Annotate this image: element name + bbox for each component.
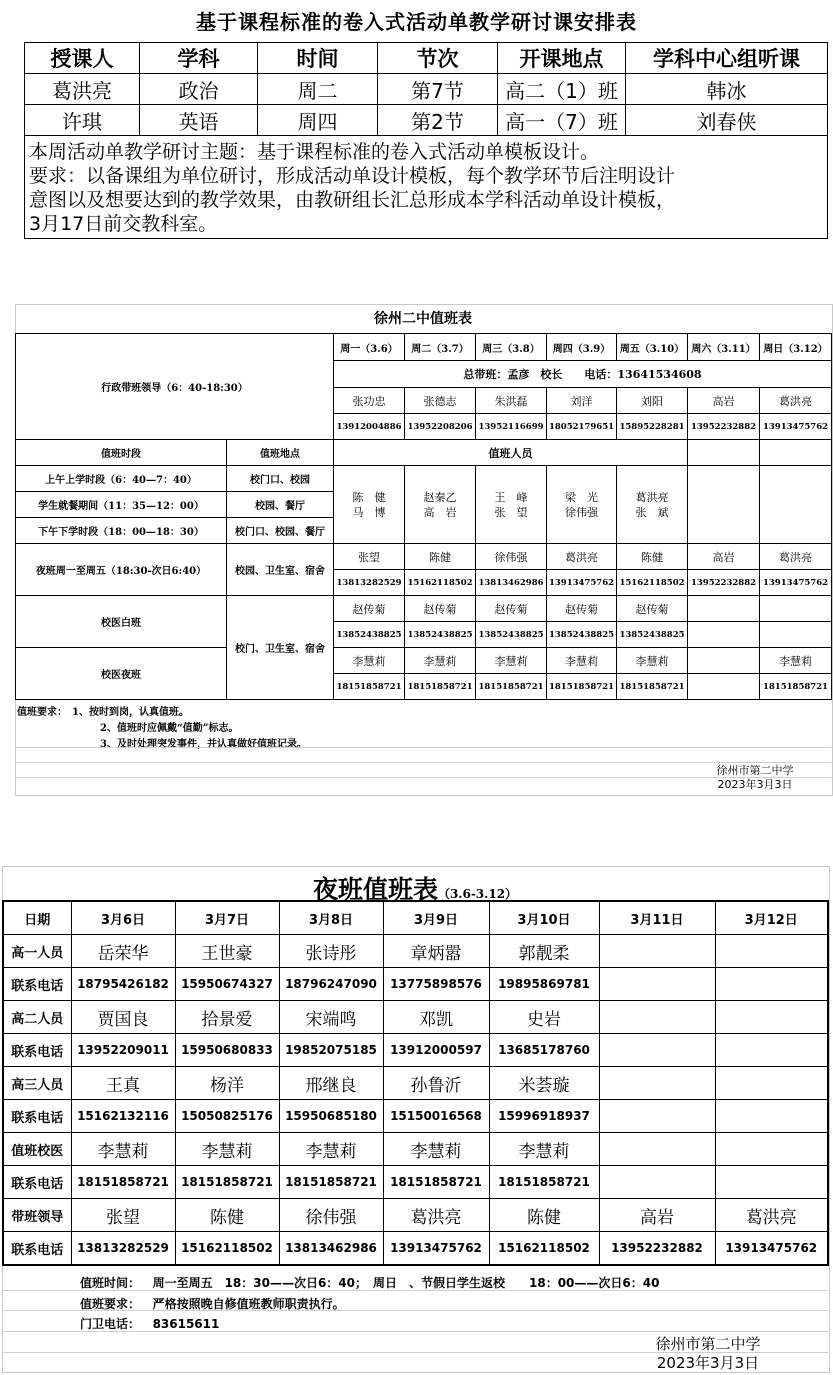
staff-name: 章炳嚣 xyxy=(383,935,489,968)
phone-number xyxy=(599,968,715,1001)
staff-name xyxy=(715,1001,828,1034)
header-cell: 节次 xyxy=(378,43,498,74)
day-staff: 陈 健 马 博 xyxy=(334,466,405,544)
staff-name: 孙鲁沂 xyxy=(383,1067,489,1100)
phone-row xyxy=(3,1034,828,1067)
doctor-day-phone xyxy=(760,622,832,648)
phone-number: 13952232882 xyxy=(599,1232,715,1266)
grid-line xyxy=(15,747,831,748)
doctor-day-staff: 赵传菊 xyxy=(547,596,617,622)
day-header: 周日（3.12） xyxy=(760,334,832,361)
phone-number xyxy=(599,1034,715,1067)
empty-cell xyxy=(760,440,832,466)
table-cell: 政治 xyxy=(140,74,258,105)
table-cell: 周四 xyxy=(258,105,378,136)
row-label: 联系电话 xyxy=(3,1232,71,1266)
phone-number: 19852075185 xyxy=(279,1034,383,1067)
header-cell: 授课人 xyxy=(25,43,140,74)
empty-cell xyxy=(688,466,760,544)
leader-phone: 13952208206 xyxy=(405,414,476,440)
day-header: 周六（3.11） xyxy=(688,334,760,361)
gate-phone-row xyxy=(80,1315,219,1332)
row-label: 联系电话 xyxy=(3,1034,71,1067)
phone-number: 15950674327 xyxy=(175,968,279,1001)
staff-name: 岳荣华 xyxy=(71,935,175,968)
date-header: 3月7日 xyxy=(175,901,279,935)
doctor-night-phone: 18151858721 xyxy=(476,674,547,700)
doctor-night-staff: 李慧莉 xyxy=(547,648,617,674)
phone-number xyxy=(599,1166,715,1199)
night-phone: 15162118502 xyxy=(617,570,688,596)
leader-name: 刘阳 xyxy=(617,388,688,414)
night-row xyxy=(16,544,832,570)
phone-number: 15996918937 xyxy=(489,1100,599,1133)
header-cell: 开课地点 xyxy=(498,43,626,74)
doctor-day-phone: 13852438825 xyxy=(334,622,405,648)
doctor-day-phone xyxy=(688,622,760,648)
night-phone: 13952232882 xyxy=(688,570,760,596)
staff-header: 值班人员 xyxy=(334,440,688,466)
staff-name: 拾景爱 xyxy=(175,1001,279,1034)
notes-cell xyxy=(25,136,828,239)
staff-name xyxy=(599,1067,715,1100)
staff-name: 米荟璇 xyxy=(489,1067,599,1100)
staff-row xyxy=(3,1199,828,1232)
grid-line xyxy=(2,1310,828,1311)
staff-name: 张诗彤 xyxy=(279,935,383,968)
doctor-day-label: 校医白班 xyxy=(16,596,227,648)
staff-name: 李慧莉 xyxy=(489,1133,599,1166)
staff-name xyxy=(715,1133,828,1166)
period-label: 学生就餐期间（11：35—12：00） xyxy=(16,492,227,518)
header-cell: 学科中心组听课 xyxy=(626,43,828,74)
phone-number: 15162132116 xyxy=(71,1100,175,1133)
date-header: 3月9日 xyxy=(383,901,489,935)
grid-line xyxy=(2,1290,828,1291)
table-cell: 第2节 xyxy=(378,105,498,136)
phone-row xyxy=(3,1100,828,1133)
staff-name: 王世豪 xyxy=(175,935,279,968)
night-duty-title-text: 夜班值班表 xyxy=(312,875,438,904)
night-signature-block xyxy=(618,1335,798,1373)
night-phone: 13813282529 xyxy=(334,570,405,596)
doctor-night-staff: 李慧莉 xyxy=(760,648,832,674)
night-phone: 13913475762 xyxy=(760,570,832,596)
leader-phone: 13952116699 xyxy=(476,414,547,440)
day-staff: 葛洪亮 张 斌 xyxy=(617,466,688,544)
phone-number: 13912000597 xyxy=(383,1034,489,1067)
staff-name xyxy=(599,1133,715,1166)
date-header: 3月6日 xyxy=(71,901,175,935)
day-header: 周一（3.6） xyxy=(334,334,405,361)
phone-number xyxy=(715,1166,828,1199)
day-header: 周四（3.9） xyxy=(547,334,617,361)
date-label: 日期 xyxy=(3,901,71,935)
doctor-day-phone: 13852438825 xyxy=(476,622,547,648)
staff-name: 李慧莉 xyxy=(279,1133,383,1166)
doctor-day-row xyxy=(16,596,832,622)
doctor-night-phone: 18151858721 xyxy=(547,674,617,700)
phone-number: 18151858721 xyxy=(383,1166,489,1199)
staff-name: 李慧莉 xyxy=(71,1133,175,1166)
leader-name: 朱洪磊 xyxy=(476,388,547,414)
header-cell: 学科 xyxy=(140,43,258,74)
staff-name xyxy=(599,1001,715,1034)
leader-phone: 13913475762 xyxy=(760,414,832,440)
night-staff: 徐伟强 xyxy=(476,544,547,570)
period-row xyxy=(16,466,832,492)
period-label: 下午下学时段（18：00—18：30） xyxy=(16,518,227,544)
doctor-day-staff: 赵传菊 xyxy=(476,596,547,622)
period-label: 上午上学时段（6：40—7：40） xyxy=(16,466,227,492)
staff-name xyxy=(715,1067,828,1100)
doctor-night-label: 校医夜班 xyxy=(16,648,227,700)
staff-name: 高岩 xyxy=(599,1199,715,1232)
staff-name: 邓凯 xyxy=(383,1001,489,1034)
phone-number: 18151858721 xyxy=(279,1166,383,1199)
table-cell: 许琪 xyxy=(25,105,140,136)
duty-header-row xyxy=(16,440,832,466)
table-cell: 第7节 xyxy=(378,74,498,105)
empty-cell xyxy=(688,440,760,466)
staff-name: 郭靓柔 xyxy=(489,935,599,968)
row-label: 联系电话 xyxy=(3,1100,71,1133)
date-header: 3月11日 xyxy=(599,901,715,935)
grid-line xyxy=(2,1331,828,1332)
school-name: 徐州市第二中学 xyxy=(716,764,794,777)
date-header: 3月10日 xyxy=(489,901,599,935)
night-phone: 13913475762 xyxy=(547,570,617,596)
night-duty-table xyxy=(2,900,829,1266)
phone-row xyxy=(3,1232,828,1266)
staff-name: 徐伟强 xyxy=(279,1199,383,1232)
doctor-night-staff: 李慧莉 xyxy=(476,648,547,674)
lesson-schedule-table xyxy=(24,42,828,239)
leader-name: 刘洋 xyxy=(547,388,617,414)
duty-time-text: 周一至周五 18：30——次日6：40； 周日 、节假日学生返校 18：00——次日6：40 xyxy=(152,1276,660,1290)
doctor-day-staff: 赵传菊 xyxy=(617,596,688,622)
table-cell: 韩冰 xyxy=(626,74,828,105)
phone-number: 13913475762 xyxy=(383,1232,489,1266)
staff-name: 杨洋 xyxy=(175,1067,279,1100)
duty-requirement-text: 严格按照晚自修值班教师职责执行。 xyxy=(152,1297,345,1311)
table-cell: 葛洪亮 xyxy=(25,74,140,105)
day-staff: 王 峰 张 望 xyxy=(476,466,547,544)
leader-name: 高岩 xyxy=(688,388,760,414)
table-cell: 英语 xyxy=(140,105,258,136)
phone-number xyxy=(715,968,828,1001)
doctor-place: 校门、卫生室、宿舍 xyxy=(227,596,334,700)
leader-phone: 13952232882 xyxy=(688,414,760,440)
place-label: 校园、餐厅 xyxy=(227,492,334,518)
chief-leader: 总带班：孟彦 校长 电话：13641534608 xyxy=(334,361,832,388)
doctor-night-phone xyxy=(688,674,760,700)
leader-name: 张德志 xyxy=(405,388,476,414)
staff-name: 宋端鸣 xyxy=(279,1001,383,1034)
leader-name: 张功忠 xyxy=(334,388,405,414)
doctor-night-phone: 18151858721 xyxy=(405,674,476,700)
phone-number: 13813462986 xyxy=(279,1232,383,1266)
empty-cell xyxy=(760,466,832,544)
doctor-day-staff: 赵传菊 xyxy=(334,596,405,622)
doctor-night-staff: 李慧莉 xyxy=(334,648,405,674)
staff-name: 葛洪亮 xyxy=(715,1199,828,1232)
night-place: 校园、卫生室、宿舍 xyxy=(227,544,334,596)
requirement-line: 要求：以备课组为单位研讨，形成活动单设计模板，每个教学环节后注明设计 xyxy=(29,165,676,187)
duty-table xyxy=(15,333,832,700)
grid-line xyxy=(15,762,831,763)
day-header: 周三（3.8） xyxy=(476,334,547,361)
dates-row xyxy=(3,901,828,935)
night-label: 夜班周一至周五（18:30-次日6:40） xyxy=(16,544,227,596)
phone-number: 13775898576 xyxy=(383,968,489,1001)
row-label: 高三人员 xyxy=(3,1067,71,1100)
day-staff: 梁 光 徐伟强 xyxy=(547,466,617,544)
doctor-day-staff xyxy=(760,596,832,622)
place-label: 校门口、校园、餐厅 xyxy=(227,518,334,544)
phone-number: 18151858721 xyxy=(71,1166,175,1199)
phone-number: 15162118502 xyxy=(175,1232,279,1266)
duty-requirement-label: 值班要求： xyxy=(80,1297,141,1311)
doctor-day-staff xyxy=(688,596,760,622)
doctor-night-phone: 18151858721 xyxy=(617,674,688,700)
phone-number: 15050825176 xyxy=(175,1100,279,1133)
phone-number: 13913475762 xyxy=(715,1232,828,1266)
phone-number: 18151858721 xyxy=(489,1166,599,1199)
row-label: 高二人员 xyxy=(3,1001,71,1034)
date-header: 3月12日 xyxy=(715,901,828,935)
staff-name: 张望 xyxy=(71,1199,175,1232)
doctor-night-staff: 李慧莉 xyxy=(617,648,688,674)
phone-row xyxy=(3,968,828,1001)
requirement-line: 意图以及想要达到的教学效果，由教研组长汇总形成本学科活动单设计模板， xyxy=(29,189,676,211)
day-header: 周五（3.10） xyxy=(617,334,688,361)
night-staff: 陈健 xyxy=(405,544,476,570)
phone-number xyxy=(715,1100,828,1133)
phone-number: 15162118502 xyxy=(489,1232,599,1266)
phone-row xyxy=(3,1166,828,1199)
phone-number: 18151858721 xyxy=(175,1166,279,1199)
staff-name: 陈健 xyxy=(489,1199,599,1232)
row-label: 高一人员 xyxy=(3,935,71,968)
phone-number: 13685178760 xyxy=(489,1034,599,1067)
table-row xyxy=(25,105,828,136)
night-staff: 陈健 xyxy=(617,544,688,570)
period-header: 值班时段 xyxy=(16,440,227,466)
night-phone: 13813462986 xyxy=(476,570,547,596)
staff-name: 邢继良 xyxy=(279,1067,383,1100)
phone-number: 15950680833 xyxy=(175,1034,279,1067)
day-header: 周二（3.7） xyxy=(405,334,476,361)
staff-row xyxy=(3,1133,828,1166)
table-cell: 高二（1）班 xyxy=(498,74,626,105)
night-staff: 葛洪亮 xyxy=(547,544,617,570)
phone-number: 18795426182 xyxy=(71,968,175,1001)
duty-requirement-1: 值班要求： 1、按时到岗，认真值班。 xyxy=(17,707,189,718)
staff-name: 李慧莉 xyxy=(175,1133,279,1166)
doctor-night-staff: 李慧莉 xyxy=(405,648,476,674)
notes-row xyxy=(25,136,828,239)
leader-phone: 18052179651 xyxy=(547,414,617,440)
night-duty-range: （3.6-3.12） xyxy=(437,887,518,901)
duty-requirement-2: 2、值班时应佩戴“值勤”标志。 xyxy=(100,723,239,734)
staff-name: 李慧莉 xyxy=(383,1133,489,1166)
night-staff: 高岩 xyxy=(688,544,760,570)
day-staff: 赵秦乙 高 岩 xyxy=(405,466,476,544)
leader-phone: 15895228281 xyxy=(617,414,688,440)
row-label: 带班领导 xyxy=(3,1199,71,1232)
doctor-day-phone: 13852438825 xyxy=(617,622,688,648)
row-label: 联系电话 xyxy=(3,1166,71,1199)
night-staff: 葛洪亮 xyxy=(760,544,832,570)
place-label: 校门口、校园 xyxy=(227,466,334,492)
place-header: 值班地点 xyxy=(227,440,334,466)
duty-time-label: 值班时间： xyxy=(80,1276,141,1290)
staff-name xyxy=(599,935,715,968)
phone-number xyxy=(599,1100,715,1133)
gate-phone-label: 门卫电话： xyxy=(80,1317,141,1331)
staff-name: 陈健 xyxy=(175,1199,279,1232)
staff-row xyxy=(3,935,828,968)
table-cell: 周二 xyxy=(258,74,378,105)
leader-phone: 13912004886 xyxy=(334,414,405,440)
staff-name: 王真 xyxy=(71,1067,175,1100)
night-staff: 张望 xyxy=(334,544,405,570)
duty-requirement-3: 3、及时处理突发事件，并认真做好值班记录。 xyxy=(100,739,307,750)
phone-number: 13813282529 xyxy=(71,1232,175,1266)
lead-label: 行政带班领导（6：40-18:30） xyxy=(16,334,334,440)
doctor-day-staff: 赵传菊 xyxy=(405,596,476,622)
night-phone: 15162118502 xyxy=(405,570,476,596)
staff-name: 贾国良 xyxy=(71,1001,175,1034)
doctor-night-row xyxy=(16,648,832,674)
days-row xyxy=(16,334,832,361)
staff-row xyxy=(3,1001,828,1034)
leader-name: 葛洪亮 xyxy=(760,388,832,414)
duty-time-row xyxy=(80,1274,659,1291)
staff-row xyxy=(3,1067,828,1100)
table-cell: 刘春侠 xyxy=(626,105,828,136)
doctor-day-phone: 13852438825 xyxy=(405,622,476,648)
row-label: 联系电话 xyxy=(3,968,71,1001)
phone-number: 15950685180 xyxy=(279,1100,383,1133)
doctor-day-phone: 13852438825 xyxy=(547,622,617,648)
table-header-row xyxy=(25,43,828,74)
staff-name: 葛洪亮 xyxy=(383,1199,489,1232)
signature-block xyxy=(700,764,810,792)
row-label: 值班校医 xyxy=(3,1133,71,1166)
doctor-night-phone: 18151858721 xyxy=(334,674,405,700)
doctor-night-phone: 18151858721 xyxy=(760,674,832,700)
staff-name xyxy=(715,935,828,968)
table-cell: 高一（7）班 xyxy=(498,105,626,136)
requirement-line: 3月17日前交教科室。 xyxy=(29,213,218,235)
phone-number: 15150016568 xyxy=(383,1100,489,1133)
schedule-title: 基于课程标准的卷入式活动单教学研讨课安排表 xyxy=(196,10,637,34)
date-header: 3月8日 xyxy=(279,901,383,935)
school-name: 徐州市第二中学 xyxy=(655,1335,761,1353)
phone-number: 18796247090 xyxy=(279,968,383,1001)
sign-date: 2023年3月3日 xyxy=(656,1354,760,1372)
table-row xyxy=(25,74,828,105)
topic-line: 本周活动单教学研讨主题：基于课程标准的卷入式活动单模板设计。 xyxy=(29,141,600,163)
gate-phone: 83615611 xyxy=(152,1317,220,1331)
staff-name: 史岩 xyxy=(489,1001,599,1034)
phone-number: 19895869781 xyxy=(489,968,599,1001)
header-cell: 时间 xyxy=(258,43,378,74)
sign-date: 2023年3月3日 xyxy=(717,778,793,791)
phone-number xyxy=(715,1034,828,1067)
duty-table-title: 徐州二中值班表 xyxy=(374,311,472,327)
doctor-night-staff xyxy=(688,648,760,674)
phone-number: 13952209011 xyxy=(71,1034,175,1067)
